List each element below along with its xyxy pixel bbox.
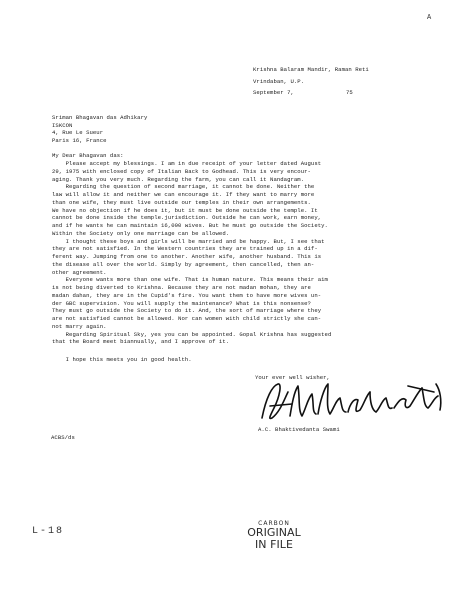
signoff: Your ever well wisher, — [255, 374, 330, 381]
body-line: law will allow it and neither we can encourage it. If they want to marry more — [52, 191, 315, 198]
address-line-1: Krishna Balaram Mandir, Raman Reti — [253, 66, 369, 73]
body-line: ferent way. Jumping from one to another. Another wife, another husband. This is — [52, 253, 322, 260]
body-line: Please accept my blessings. I am in due receipt of your letter dated August — [52, 160, 322, 167]
body-line: I thought these boys and girls will be married and be happy. But, I see that — [52, 237, 325, 245]
body-line: They must go outside the Society to do it. And, the sort of marriage where they — [52, 307, 322, 315]
body-line: than one wife, they must live outside our temples in their own arrangements. — [52, 198, 311, 206]
body-line: 29, 1975 with enclosed copy of Italian Back to Godhead. This is very encour- — [52, 167, 311, 175]
recipient-city: Paris 16, France — [52, 137, 107, 145]
letterhead-address — [253, 66, 369, 89]
body-line: they are not satisfied. In the Western countries they are trained up in a dif- — [52, 245, 318, 253]
letter-date — [253, 89, 353, 97]
signer-name: A.C. Bhaktivedanta Swami — [258, 426, 340, 433]
date-text: September 7, — [253, 89, 294, 96]
stamp-top-text: CARBON — [258, 520, 290, 527]
typist-initials: ACBS/ds — [51, 434, 75, 441]
body-line: not marry again. — [52, 322, 107, 330]
recipient-name: Sriman Bhagavan das Adhikary — [52, 114, 148, 121]
body-line: the disease all over the world. Simply by agreement, then cancelled, then an- — [52, 260, 315, 268]
original-in-file-stamp — [238, 520, 310, 551]
body-line: Regarding the question of second marriage, it cannot be done. Neither the — [52, 183, 315, 191]
handwritten-signature — [258, 378, 446, 426]
body-line: Regarding Spiritual Sky, yes you can be appointed. Gopal Krishna has suggested — [52, 330, 332, 338]
body-line: is not being diverted to Krishna. Because they are not madan mohan, they are — [52, 284, 311, 291]
stamp-line-2: IN FILE — [255, 538, 293, 551]
body-line: that the Board meet biannually, and I approve of it. — [52, 338, 230, 346]
body-line: cannot be done inside the temple.jurisdiction. Outside he can work, earn money, — [52, 214, 322, 222]
recipient-street: 4, Rue Le Sueur — [52, 129, 104, 137]
salutation: My Dear Bhagavan das: — [52, 152, 124, 159]
body-line: Everyone wants more than one wife. That is human nature. This means their aim — [52, 276, 328, 284]
body-line: madan dahan, they are in the Cupid's fire. You want them to have more wives un- — [52, 291, 322, 299]
recipient-address — [52, 114, 147, 145]
body-line: der GBC supervision. You will supply the maintenance? What is this nonsense? — [52, 299, 311, 307]
corner-mark: A — [427, 14, 432, 22]
address-line-2: Vrindaban, U.P. — [253, 77, 305, 85]
body-line: other agreement. — [52, 268, 107, 276]
date-year: 75 — [346, 89, 353, 96]
recipient-org: ISKCON — [52, 121, 73, 129]
stamp-line-1: ORIGINAL — [247, 526, 301, 539]
body-line: are not satisfied cannot be allowed. Nor can women with child strictly she can- — [52, 315, 322, 322]
body-line: We have no objection if he does it, but it must be done outside the temple. It — [52, 206, 318, 214]
body-line: Within the Society only one marriage can be allowed. — [52, 229, 230, 237]
body-line: aging. Thank you very much. Regarding the farm, you can call it Nandagram. — [52, 175, 305, 183]
closing-line: I hope this meets you in good health. — [52, 356, 192, 363]
body-line: and if he wants he can maintain 16,000 wives. But he must go outside the Society. — [52, 222, 328, 229]
letter-body — [52, 160, 452, 346]
file-code: L-18 — [32, 526, 65, 537]
